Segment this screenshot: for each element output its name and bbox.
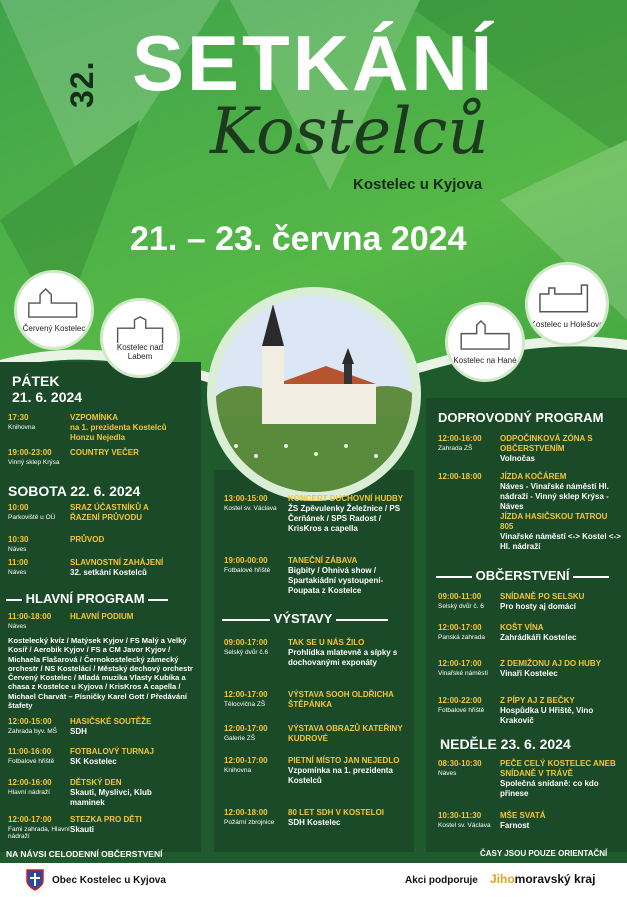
item-title: PRŮVOD [70,535,105,544]
item-title: TANEČNÍ ZÁBAVA [288,556,358,565]
item-time: 12:00-16:00 [8,778,52,787]
item-title: TAK SE U NÁS ŽILO [288,638,365,647]
item-title: HLAVNÍ PODIUM [70,612,134,621]
item-title: VZPOMÍNKA [70,413,118,422]
item-title: KOŠT VÍNA [500,623,544,632]
item-desc: Prohlídka mlatevně a sípky s dochovanými exponáty [288,648,398,667]
item-time: 11:00 [8,558,29,567]
list-item [438,811,624,831]
item-title: HASIČSKÉ SOUTĚŽE [70,717,152,726]
refreshments-heading [436,568,609,583]
castle-sketch-icon [537,279,596,315]
divider [573,576,609,578]
item-title: Z DEMIŽONU AJ DO HUBY [500,659,602,668]
badge-label: Kostelec na Hané [453,355,517,365]
list-item [438,434,624,464]
list-item [438,472,624,552]
item-title: VÝSTAVA SOOH OLDŘICHA ŠTĚPÁNKA [288,690,394,709]
item-time: 12:00-15:00 [8,717,52,726]
list-item [8,535,198,553]
item-desc: na 1. prezidenta Kostelců Honzu Nejedla [70,423,167,442]
badge-kostelec-na-hane [445,302,525,382]
list-item [224,724,410,744]
item-time: 12:00-18:00 [224,808,268,817]
badge-kostelec-nad-labem [100,298,180,378]
main-program-heading [6,591,168,606]
item-desc: Hospůdka U Hřiště, Vino Krakovič [500,706,594,725]
list-item [8,717,198,737]
item-desc: 32. setkání Kostelců [70,568,147,577]
item-title: ODPOČINKOVÁ ZÓNA S OBČERSTVENÍM [500,434,593,453]
item-desc: Zahrádkáři Kostelec [500,633,577,642]
item-desc: Náves - Vinařské náměstí Hl. nádraží - Vinný sklep Krýsa - Náves [500,482,609,511]
item-place: Parkoviště u OÚ [8,514,56,521]
item-title: MŠE SVATÁ [500,811,546,820]
item-time: 12:00-17:00 [224,756,268,765]
coat-of-arms-icon [26,869,44,891]
friday-label: PÁTEK [12,373,60,389]
item-time: 12:00-17:00 [224,690,268,699]
item-place: Požární zbrojnice [224,819,275,826]
item-title: DĚTSKÝ DEN [70,778,122,787]
item-place: Hlavní nádraží [8,789,50,796]
item-time: 13:00-15:00 [224,494,268,503]
item-time: 10:00 [8,503,29,512]
item-place: Fami zahrada, Hlavní nádraží [8,826,70,841]
item-time: 12:00-17:00 [438,623,482,632]
divider [336,619,388,621]
item-place: Kostel sv. Václava [224,505,277,512]
location: Kostelec u Kyjova [353,176,483,193]
church-image [216,296,412,492]
divider [222,619,270,621]
item-place: Panská zahrada [438,634,485,641]
item-time: 17:30 [8,413,29,422]
item-place: Náves [8,546,27,553]
item-time: 12:00-18:00 [438,472,482,481]
item-title: SLAVNOSTNÍ ZAHÁJENÍ [70,558,164,567]
item-title: JÍZDA KOČÁREM [500,472,567,481]
item-time: 12:00-22:00 [438,696,482,705]
item-title: Z PÍPY AJ Z BEČKY [500,696,575,705]
item-place: Zahrada byv. MŠ [8,728,58,735]
badge-label: Červený Kostelec [22,323,86,333]
divider [6,599,22,601]
region-logo-part-a: Jiho [490,872,515,886]
support-text: Akci podporuje [405,875,478,886]
item-desc: SDH Kostelec [288,818,341,827]
church-sketch-icon [457,318,513,352]
item-desc: ŽS Zpěvulenky Želežnice / PS Čerňánek / SPS Radost / KrisKros a capella [288,504,401,533]
list-item [224,494,410,534]
list-item [8,747,198,767]
list-item [438,592,624,612]
item-desc: SK Kostelec [70,757,117,766]
item-place: Galerie ZŠ [224,735,256,742]
church-photo [207,287,421,501]
list-item [224,556,410,596]
item-title: COUNTRY VEČER [70,448,139,457]
item-time: 10:30-11:30 [438,811,482,820]
list-item [438,623,624,643]
badge-label: Kostelec u Holešova [530,319,604,329]
list-item [438,696,624,726]
main-program-label: HLAVNÍ PROGRAM [25,591,145,606]
item-time: 11:00-18:00 [8,612,52,621]
script-title: Kostelců [210,95,489,169]
item-title: SNÍDANĚ PO SELSKU [500,592,585,601]
item-place: Vinný sklep Krýsa [8,459,60,466]
item-desc: Společná snídaně: co kdo přinese [500,779,599,798]
municipality-name: Obec Kostelec u Kyjova [52,875,166,886]
exhibitions-heading [222,611,388,626]
item-time: 10:30 [8,535,29,544]
item-place: Knihovna [8,424,36,431]
friday-heading [12,373,82,405]
main-stage-lineup: Kostelecký kvíz / Matýsek Kyjov / FS Malý a Velký Kosíř / Aerobik Kyjov / FS a CM Javor Kyjov / Michaela Flašarová / Černokostelecký zámecký orchestr / NS Kostelácí / Městský dechový orchestr Červený Kostelec / Mladá muzika Vlasty Kubíka a chasa z Kostelce u Kyjova / KrisKros A capella / Michael Charvát – Písničky Karel Gott / Předávání štafety [8,636,193,710]
list-item [8,413,198,443]
item-place: Náves [438,770,457,777]
list-item [224,808,410,828]
item-time: 12:00-16:00 [438,434,482,443]
list-item [438,759,624,799]
item-desc: Vinaři Kostelec [500,669,558,678]
item-desc: SDH [70,727,87,736]
event-dates: 21. – 23. června 2024 [130,220,467,258]
item-time: 19:00-00:00 [224,556,268,565]
item-desc: Pro hosty aj domácí [500,602,577,611]
item-place: Kostel sv. Václava [438,822,491,829]
exhibitions-label: VÝSTAVY [273,611,333,626]
list-item [438,659,624,679]
item-time: 09:00-11:00 [438,592,482,601]
list-item [224,756,410,786]
region-logo [490,872,595,886]
item-time: 09:00-17:00 [224,638,268,647]
item-place: Selský dvůr č.6 [224,649,269,656]
item-place: Zahrada ZŠ [438,445,473,452]
item-desc: Vzpomínka na 1. prezidenta Kostelců [288,766,393,785]
accompanying-heading: DOPROVODNÝ PROGRAM [438,410,604,425]
item-time: 12:00-17:00 [224,724,268,733]
region-logo-part-b: moravský kraj [514,872,596,886]
item-title: JÍZDA HASIČSKOU TATROU 805 [500,512,608,531]
item-title: SRAZ ÚČASTNÍKŮ A ŘAZENÍ PRŮVODU [70,503,149,522]
list-item [224,690,410,710]
item-place: Fotbalové hřiště [224,567,271,574]
sunday-heading: NEDĚLE 23. 6. 2024 [440,736,571,752]
badge-label: Kostelec nad Labem [103,343,177,361]
item-title: VÝSTAVA OBRAZŮ KATEŘINY KUDROVÉ [288,724,403,743]
list-item [224,638,410,668]
divider [148,599,168,601]
item-title: STEZKA PRO DĚTI [70,815,142,824]
item-desc: Vinařské náměstí <-> Kostel <-> Hl. nádraží [500,532,621,551]
item-desc: Bigbity / Ohnivá show / Spartakiádní vystoupení- Poupata z Kostelce [288,566,384,595]
item-place: Knihovna [224,767,252,774]
item-place: Selský dvůr č. 6 [438,603,484,610]
saturday-heading: SOBOTA 22. 6. 2024 [8,483,141,499]
badge-kostelec-u-holesova [525,262,609,346]
item-place: Náves [8,569,27,576]
item-title: KONCERT DUCHOVNÍ HUDBY [288,494,404,503]
item-place: Náves [8,623,27,630]
item-title: PIETNÍ MÍSTO JAN NEJEDLO [288,756,400,765]
item-time: 19:00-23:00 [8,448,52,457]
page-title: SETKÁNÍ [132,19,496,107]
list-item [8,503,198,523]
item-time: 12:00-17:00 [8,815,52,824]
refreshment-note: NA NÁVSI CELODENNÍ OBČERSTVENÍ [6,849,163,859]
item-time: 08:30-10:30 [438,759,482,768]
item-title: FOTBALOVÝ TURNAJ [70,747,154,756]
footer [0,863,627,897]
item-time: 12:00-17:00 [438,659,482,668]
badge-cerveny-kostelec [14,270,94,350]
main-stage [8,612,198,630]
item-desc: Volnočas [500,454,535,463]
list-item [8,558,198,578]
refreshments-label: OBČERSTVENÍ [475,568,570,583]
list-item [8,815,198,841]
item-title: PEČE CELÝ KOSTELEC ANEB SNÍDANĚ V TRÁVĚ [500,759,616,778]
item-place: Fotbalové hřiště [8,758,55,765]
list-item [8,448,198,466]
item-place: Tělocvična ZŠ [224,701,266,708]
item-title: 80 LET SDH V KOSTELOI [288,808,385,817]
times-note: ČASY JSOU POUZE ORIENTAČNÍ [480,849,608,858]
item-desc: Farnost [500,821,530,830]
item-time: 11:00-16:00 [8,747,52,756]
item-desc: Skauti [70,825,95,834]
edition-number: 32. [64,60,100,108]
item-place: Vinařské náměstí [438,670,489,677]
divider [436,576,472,578]
friday-date: 21. 6. 2024 [12,389,83,406]
list-item [8,778,198,808]
church-sketch-icon [26,286,82,320]
item-place: Fotbalové hřiště [438,707,485,714]
item-desc: Skauti, Myslivci, Klub maminek [70,788,152,807]
